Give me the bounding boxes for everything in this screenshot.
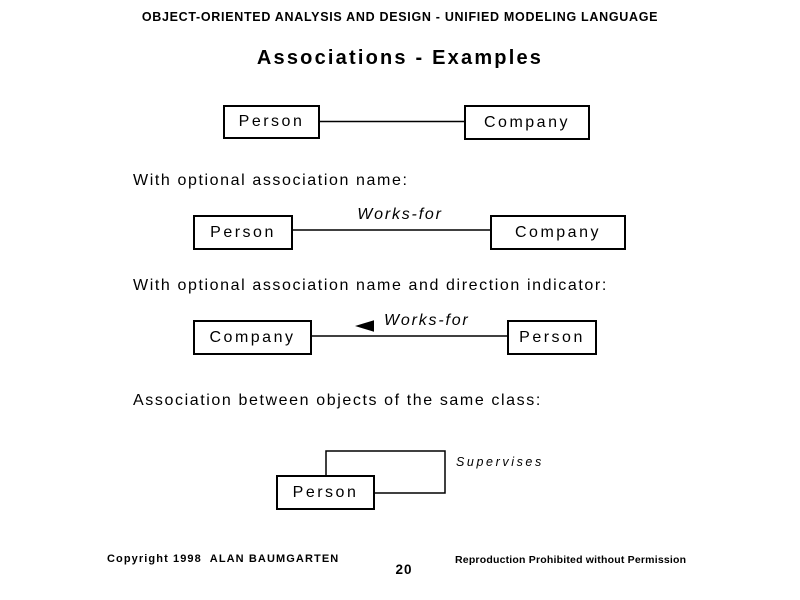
- slide-header: OBJECT-ORIENTED ANALYSIS AND DESIGN - UNIFIED MODELING LANGUAGE: [141, 10, 659, 24]
- page-title: Associations - Examples: [256, 47, 544, 69]
- section-label-directed: With optional association name and direction indicator:: [133, 277, 608, 294]
- class-box-person: Person: [276, 475, 375, 510]
- association-name-label: Supervises: [456, 455, 544, 469]
- class-box-person: Person: [193, 215, 293, 250]
- page-number: 20: [395, 562, 413, 577]
- section-label-self: Association between objects of the same class:: [133, 392, 542, 409]
- footer-copyright: Copyright 1998 ALAN BAUMGARTEN: [107, 553, 340, 565]
- association-name-label: Works-for: [384, 312, 470, 329]
- direction-indicator-icon: [355, 320, 374, 331]
- association-name-label: Works-for: [357, 206, 443, 223]
- class-box-person: Person: [223, 105, 320, 139]
- class-box-company: Company: [464, 105, 590, 140]
- section-label-named: With optional association name:: [133, 172, 409, 189]
- class-box-person: Person: [507, 320, 597, 355]
- class-box-company: Company: [490, 215, 626, 250]
- class-box-company: Company: [193, 320, 312, 355]
- footer-notice: Reproduction Prohibited without Permission: [455, 554, 687, 566]
